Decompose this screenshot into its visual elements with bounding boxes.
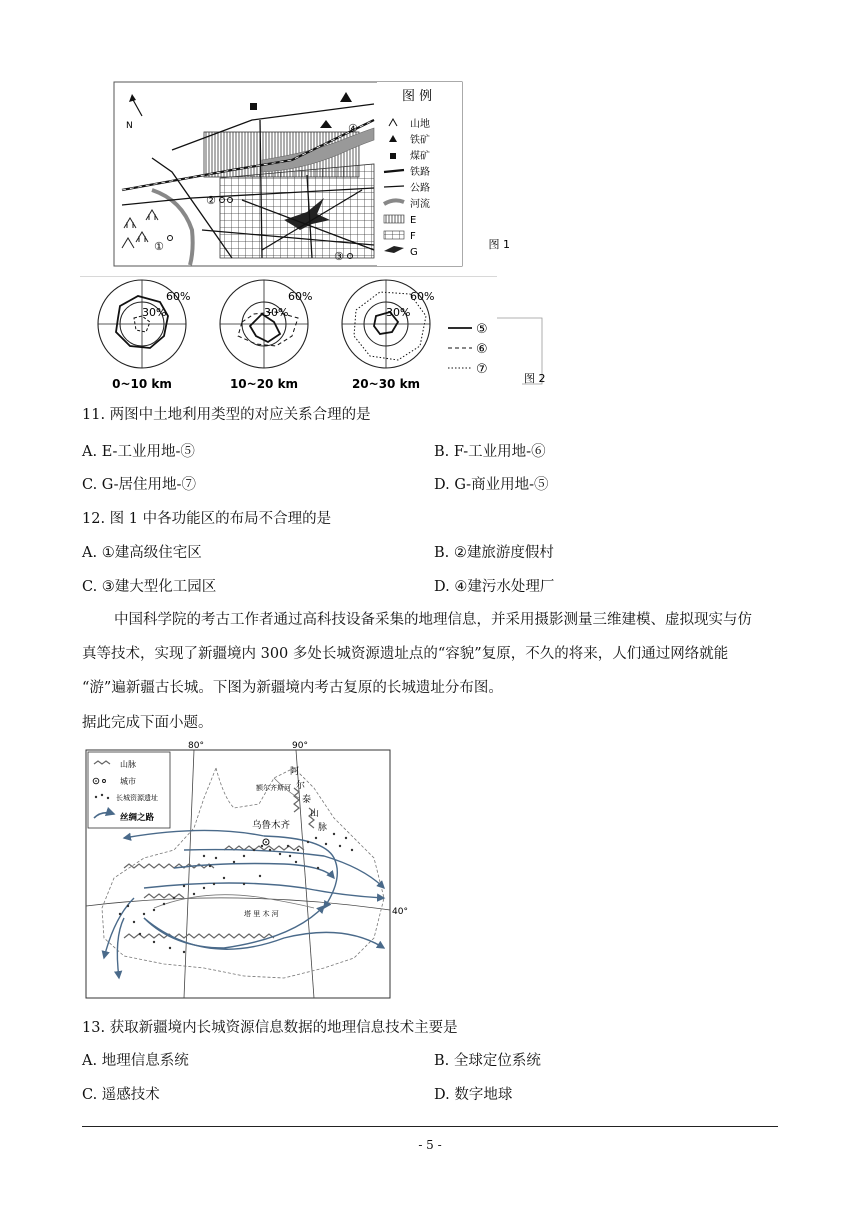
urumqi-label: 乌鲁木齐 [252, 820, 291, 831]
radial-panel-3 [342, 280, 434, 391]
passage-line-1: 中国科学院的考古工作者通过高科技设备采集的地理信息，并采用摄影测量三维建模、虚拟现实与仿 [114, 612, 752, 628]
q12-option-b[interactable]: B. ②建旅游度假村 [434, 545, 554, 561]
svg-text:⑥: ⑥ [476, 342, 488, 357]
svg-text:30%: 30% [142, 306, 167, 319]
q12-stem: 12. 图 1 中各功能区的布局不合理的是 [82, 511, 332, 527]
footer-rule [82, 1126, 778, 1127]
radial-panel-1 [98, 280, 190, 391]
svg-text:山地: 山地 [410, 119, 430, 130]
svg-text:③: ③ [334, 250, 344, 263]
north-label: N [126, 121, 133, 131]
svg-text:脉: 脉 [318, 823, 328, 833]
svg-text:长城资源遗址: 长城资源遗址 [116, 794, 158, 802]
figure-1-land-use-map [112, 80, 522, 270]
lat-40: 40° [392, 907, 408, 917]
svg-text:山脉: 山脉 [120, 760, 136, 769]
svg-text:30%: 30% [264, 306, 289, 319]
radial-panel-2 [220, 280, 312, 391]
svg-text:煤矿: 煤矿 [410, 151, 430, 162]
figure-1-caption: 图 1 [488, 238, 510, 251]
q13-option-a[interactable]: A. 地理信息系统 [82, 1053, 189, 1069]
svg-text:图 例: 图 例 [402, 89, 433, 104]
svg-text:②: ② [206, 194, 216, 207]
svg-text:20~30 km: 20~30 km [351, 377, 421, 391]
q11-option-b[interactable]: B. F-工业用地-⑥ [434, 444, 546, 460]
svg-text:④: ④ [348, 122, 358, 135]
passage-instruction: 据此完成下面小题。 [82, 715, 213, 731]
zone-f [220, 164, 374, 258]
svg-text:60%: 60% [166, 290, 191, 303]
q13-option-d[interactable]: D. 数字地球 [434, 1087, 513, 1103]
svg-text:G: G [410, 247, 418, 258]
passage-line-3: “游”遍新疆古长城。下图为新疆境内考古复原的长城遗址分布图。 [82, 680, 503, 696]
lon-80: 80° [188, 741, 204, 751]
svg-text:⑦: ⑦ [476, 362, 488, 377]
svg-text:山: 山 [310, 809, 320, 819]
svg-text:10~20 km: 10~20 km [229, 377, 299, 391]
svg-text:城市: 城市 [120, 777, 136, 786]
q12-option-c[interactable]: C. ③建大型化工园区 [82, 579, 217, 595]
svg-text:尔: 尔 [296, 781, 306, 791]
coal-mine [250, 103, 257, 110]
lon-90: 90° [292, 741, 308, 751]
svg-text:铁矿: 铁矿 [410, 135, 430, 146]
svg-text:30%: 30% [386, 306, 411, 319]
svg-text:铁路: 铁路 [410, 167, 430, 178]
svg-text:河流: 河流 [410, 199, 430, 210]
svg-text:⑤: ⑤ [476, 322, 488, 337]
svg-text:公路: 公路 [410, 183, 430, 194]
svg-text:F: F [410, 231, 416, 242]
q13-option-b[interactable]: B. 全球定位系统 [434, 1053, 541, 1069]
q11-option-a[interactable]: A. E-工业用地-⑤ [82, 444, 195, 460]
page-number: - 5 - [418, 1138, 442, 1152]
svg-text:泰: 泰 [302, 795, 312, 805]
q12-option-a[interactable]: A. ①建高级住宅区 [82, 545, 202, 561]
svg-text:0~10 km: 0~10 km [112, 377, 172, 391]
q11-stem: 11. 两图中土地利用类型的对应关系合理的是 [82, 407, 371, 423]
svg-text:60%: 60% [288, 290, 313, 303]
passage-line-2: 真等技术，实现了新疆境内 300 多处长城资源遗址点的“容貌”复原，不久的将来，人们通过网络就能 [82, 646, 729, 662]
svg-text:丝绸之路: 丝绸之路 [120, 813, 155, 823]
xinjiang-great-wall-map [84, 738, 412, 1000]
map-legend [88, 752, 170, 828]
q11-option-c[interactable]: C. G-居住用地-⑦ [82, 477, 196, 493]
q13-option-c[interactable]: C. 遥感技术 [82, 1087, 160, 1103]
svg-text:阿: 阿 [290, 767, 300, 777]
svg-text:①: ① [154, 240, 164, 253]
svg-text:60%: 60% [410, 290, 435, 303]
irtysh-river-label: 额尔齐斯河 [256, 784, 291, 792]
q13-stem: 13. 获取新疆境内长城资源信息数据的地理信息技术主要是 [82, 1020, 458, 1036]
svg-text:E: E [410, 215, 417, 226]
tarim-river-label: 塔 里 木 河 [244, 910, 279, 918]
figure-2-radial-charts [80, 276, 580, 394]
figure-2-caption: 图 2 [524, 372, 546, 385]
q12-option-d[interactable]: D. ④建污水处理厂 [434, 579, 555, 595]
q11-option-d[interactable]: D. G-商业用地-⑤ [434, 477, 549, 493]
